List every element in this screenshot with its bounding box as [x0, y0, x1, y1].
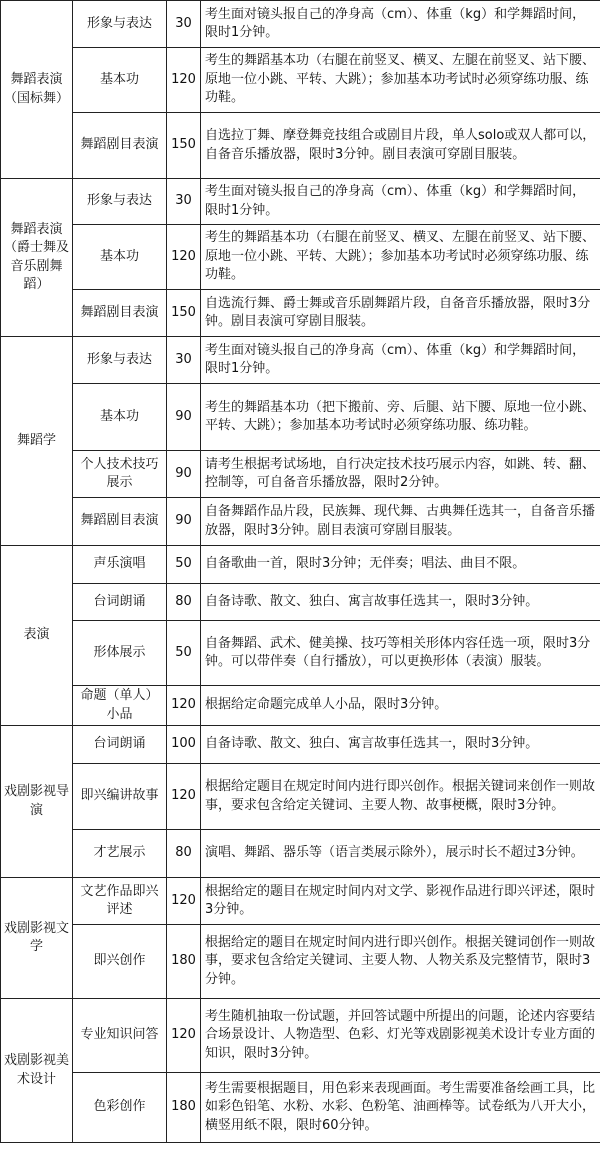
major-cell: 戏剧影视美术设计 [1, 999, 73, 1143]
score-cell: 50 [167, 621, 201, 686]
score-cell: 30 [167, 1, 201, 48]
major-cell: 舞蹈学 [1, 337, 73, 546]
exam-item-cell: 基本功 [73, 225, 167, 290]
description-cell: 自备舞蹈作品片段，民族舞、现代舞、古典舞任选其一，自备音乐播放器，限时3分钟。剧目表演可穿剧目服装。 [201, 498, 600, 546]
score-cell: 30 [167, 179, 201, 225]
exam-item-cell: 个人技术技巧展示 [73, 451, 167, 498]
table-row [1, 337, 600, 384]
exam-item-cell: 基本功 [73, 384, 167, 451]
description-cell: 自选流行舞、爵士舞或音乐剧舞蹈片段，自备音乐播放器，限时3分钟。剧目表演可穿剧目服装。 [201, 290, 600, 337]
description-cell: 考生的舞蹈基本功（右腿在前竖叉、横叉、左腿在前竖叉、站下腰、原地一位小跳、平转、大跳）；参加基本功考试时必须穿练功服、练功鞋。 [201, 48, 600, 113]
table-row [1, 179, 600, 225]
score-cell: 100 [167, 726, 201, 764]
description-cell: 根据给定命题完成单人小品，限时3分钟。 [201, 686, 600, 726]
table-row [1, 1, 600, 48]
table-row [1, 546, 600, 584]
table-row [1, 764, 600, 830]
score-cell: 120 [167, 878, 201, 925]
major-cell: 舞蹈表演（国标舞） [1, 1, 73, 179]
exam-item-cell: 命题（单人）小品 [73, 686, 167, 726]
score-cell: 90 [167, 451, 201, 498]
score-cell: 150 [167, 290, 201, 337]
table-row [1, 225, 600, 290]
description-cell: 考生面对镜头报自己的净身高（cm）、体重（kg）和学舞蹈时间，限时1分钟。 [201, 179, 600, 225]
description-cell: 根据给定的题目在规定时间内对文学、影视作品进行即兴评述，限时3分钟。 [201, 878, 600, 925]
score-cell: 120 [167, 225, 201, 290]
score-cell: 120 [167, 48, 201, 113]
table-row [1, 686, 600, 726]
score-cell: 30 [167, 337, 201, 384]
exam-item-cell: 文艺作品即兴评述 [73, 878, 167, 925]
major-cell: 表演 [1, 546, 73, 726]
table-row [1, 498, 600, 546]
exam-item-cell: 台词朗诵 [73, 584, 167, 621]
table-row [1, 830, 600, 878]
score-cell: 90 [167, 384, 201, 451]
exam-item-cell: 色彩创作 [73, 1073, 167, 1143]
table-row [1, 999, 600, 1073]
table-row [1, 48, 600, 113]
major-cell: 戏剧影视导演 [1, 726, 73, 878]
table-row [1, 878, 600, 925]
exam-item-cell: 基本功 [73, 48, 167, 113]
description-cell: 自备歌曲一首，限时3分钟；无伴奏；唱法、曲目不限。 [201, 546, 600, 584]
table-row [1, 726, 600, 764]
score-cell: 50 [167, 546, 201, 584]
table-row [1, 1073, 600, 1143]
score-cell: 80 [167, 830, 201, 878]
description-cell: 考生需要根据题目，用色彩来表现画面。考生需要准备绘画工具，比如彩色铅笔、水粉、水彩、色粉笔、油画棒等。试卷纸为八开大小，横竖用纸不限，限时60分钟。 [201, 1073, 600, 1143]
description-cell: 自备诗歌、散文、独白、寓言故事任选其一，限时3分钟。 [201, 726, 600, 764]
exam-item-cell: 才艺展示 [73, 830, 167, 878]
description-cell: 根据给定的题目在规定时间内进行即兴创作。根据关键词创作一则故事，要求包含给定关键词、主要人物、人物关系及完整情节，限时3分钟。 [201, 925, 600, 999]
exam-item-cell: 形象与表达 [73, 179, 167, 225]
score-cell: 80 [167, 584, 201, 621]
score-cell: 150 [167, 113, 201, 179]
exam-item-cell: 即兴编讲故事 [73, 764, 167, 830]
exam-item-cell: 即兴创作 [73, 925, 167, 999]
exam-item-cell: 形象与表达 [73, 337, 167, 384]
table-row [1, 621, 600, 686]
score-cell: 180 [167, 1073, 201, 1143]
exam-item-cell: 形体展示 [73, 621, 167, 686]
exam-item-cell: 舞蹈剧目表演 [73, 113, 167, 179]
table-row [1, 384, 600, 451]
description-cell: 考生面对镜头报自己的净身高（cm）、体重（kg）和学舞蹈时间，限时1分钟。 [201, 1, 600, 48]
description-cell: 考生的舞蹈基本功（把下搬前、旁、后腿、站下腰、原地一位小跳、平转、大跳）；参加基本功考试时必须穿练功服、练功鞋。 [201, 384, 600, 451]
exam-item-cell: 专业知识问答 [73, 999, 167, 1073]
description-cell: 考生的舞蹈基本功（右腿在前竖叉、横叉、左腿在前竖叉、站下腰、原地一位小跳、平转、大跳）；参加基本功考试时必须穿练功服、练功鞋。 [201, 225, 600, 290]
exam-item-cell: 舞蹈剧目表演 [73, 290, 167, 337]
description-cell: 考生面对镜头报自己的净身高（cm）、体重（kg）和学舞蹈时间，限时1分钟。 [201, 337, 600, 384]
score-cell: 120 [167, 764, 201, 830]
description-cell: 自选拉丁舞、摩登舞竞技组合或剧目片段，单人solo或双人都可以，自备音乐播放器，限时3分钟。剧目表演可穿剧目服装。 [201, 113, 600, 179]
exam-item-cell: 台词朗诵 [73, 726, 167, 764]
major-cell: 舞蹈表演（爵士舞及音乐剧舞蹈） [1, 179, 73, 337]
score-cell: 120 [167, 686, 201, 726]
description-cell: 考生随机抽取一份试题，并回答试题中所提出的问题，论述内容要结合场景设计、人物造型、色彩、灯光等戏剧影视美术设计专业方面的知识，限时3分钟。 [201, 999, 600, 1073]
exam-item-cell: 形象与表达 [73, 1, 167, 48]
score-cell: 180 [167, 925, 201, 999]
table-row [1, 290, 600, 337]
description-cell: 演唱、舞蹈、器乐等（语言类展示除外），展示时长不超过3分钟。 [201, 830, 600, 878]
description-cell: 自备舞蹈、武术、健美操、技巧等相关形体内容任选一项，限时3分钟。可以带伴奏（自行播放），可以更换形体（表演）服装。 [201, 621, 600, 686]
description-cell: 请考生根据考试场地，自行决定技术技巧展示内容，如跳、转、翻、控制等，可自备音乐播放器，限时2分钟。 [201, 451, 600, 498]
description-cell: 根据给定题目在规定时间内进行即兴创作。根据关键词来创作一则故事，要求包含给定关键词、主要人物、故事梗概，限时3分钟。 [201, 764, 600, 830]
table-row [1, 113, 600, 179]
exam-item-cell: 声乐演唱 [73, 546, 167, 584]
table-row [1, 584, 600, 621]
score-cell: 90 [167, 498, 201, 546]
exam-item-cell: 舞蹈剧目表演 [73, 498, 167, 546]
major-cell: 戏剧影视文学 [1, 878, 73, 999]
table-row [1, 451, 600, 498]
score-cell: 120 [167, 999, 201, 1073]
table-row [1, 925, 600, 999]
description-cell: 自备诗歌、散文、独白、寓言故事任选其一，限时3分钟。 [201, 584, 600, 621]
